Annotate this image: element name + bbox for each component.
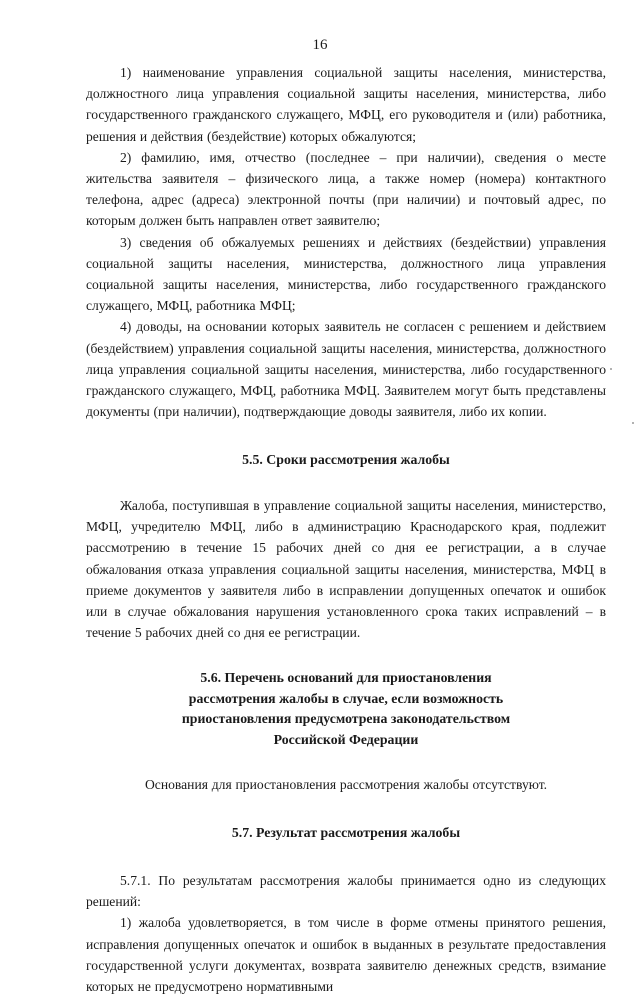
section-5-7-paragraph-1: 5.7.1. По результатам рассмотрения жалобы принимается одно из следующих решений: bbox=[86, 873, 606, 910]
section-5-7-paragraph-2: 1) жалоба удовлетворяется, в том числе в форме отмены принятого решения, исправления допущенных опечаток и ошибок в выданных в результате предоставления государственной услуги документах, возврата заявителю денежных средств, взимание которых не предусмотрено нормативными bbox=[86, 915, 606, 995]
document-body bbox=[86, 62, 606, 997]
section-5-6-text: Основания для приостановления рассмотрения жалобы отсутствуют. bbox=[144, 777, 548, 793]
list-item-4: 4) доводы, на основании которых заявитель не согласен с решением и действием (бездействием) управления социальной защиты населения, министерства, должностного лица управления социальной защиты населения, министерства, либо государственного гражданского служащего, МФЦ, работника МФЦ. Заявителем могут быть представлены документы (при наличии), подтверждающие доводы заявителя, либо их копии. bbox=[86, 319, 606, 420]
section-heading-5-6-line-3: приостановления предусмотрена законодательством bbox=[181, 711, 511, 727]
list-item-1: 1) наименование управления социальной защиты населения, министерства, должностного лица управления социальной защиты населения, министерства, либо государственного гражданского служащего, МФЦ, его руководителя и (или) работника, решения и действия (бездействие) которых обжалуются; bbox=[86, 65, 606, 144]
page-number: 16 bbox=[312, 37, 328, 53]
list-item-2: 2) фамилию, имя, отчество (последнее – при наличии), сведения о месте жительства заявителя – физического лица, а также номер (номера) контактного телефона, адрес (адреса) электронной почты (при наличии) и почтовый адрес, по которым должен быть направлен ответ заявителю; bbox=[86, 149, 606, 229]
section-heading-5-6-line-2: рассмотрения жалобы в случае, если возможность bbox=[188, 690, 504, 706]
scan-speck bbox=[610, 368, 612, 370]
list-item-3: 3) сведения об обжалуемых решениях и действиях (бездействии) управления социальной защиты населения, министерства, должностного лица управления социальной защиты населения, министерства, либо государственного гражданского служащего, МФЦ, работника МФЦ; bbox=[86, 234, 606, 314]
section-heading-5-5: 5.5. Сроки рассмотрения жалобы bbox=[242, 452, 450, 468]
section-heading-5-7: 5.7. Результат рассмотрения жалобы bbox=[231, 824, 461, 840]
section-heading-5-6-line-1: 5.6. Перечень оснований для приостановления bbox=[200, 670, 492, 686]
section-heading-5-6 bbox=[86, 668, 606, 750]
section-heading-5-6-line-4: Российской Федерации bbox=[273, 731, 419, 747]
section-5-5-text: Жалоба, поступившая в управление социальной защиты населения, министерство, МФЦ, учредителю МФЦ, либо в администрацию Краснодарского края, подлежит рассмотрению в течение 15 рабочих дней со дня ее регистрации, а в случае обжалования отказа управления социальной защиты населения, министерства, МФЦ в приеме документов у заявителя либо в исправлении допущенных опечаток и ошибок или в случае обжалования нарушения установленного срока таких исправлений – в течение 5 рабочих дней со дня ее регистрации. bbox=[86, 497, 606, 641]
scan-speck bbox=[632, 422, 634, 424]
